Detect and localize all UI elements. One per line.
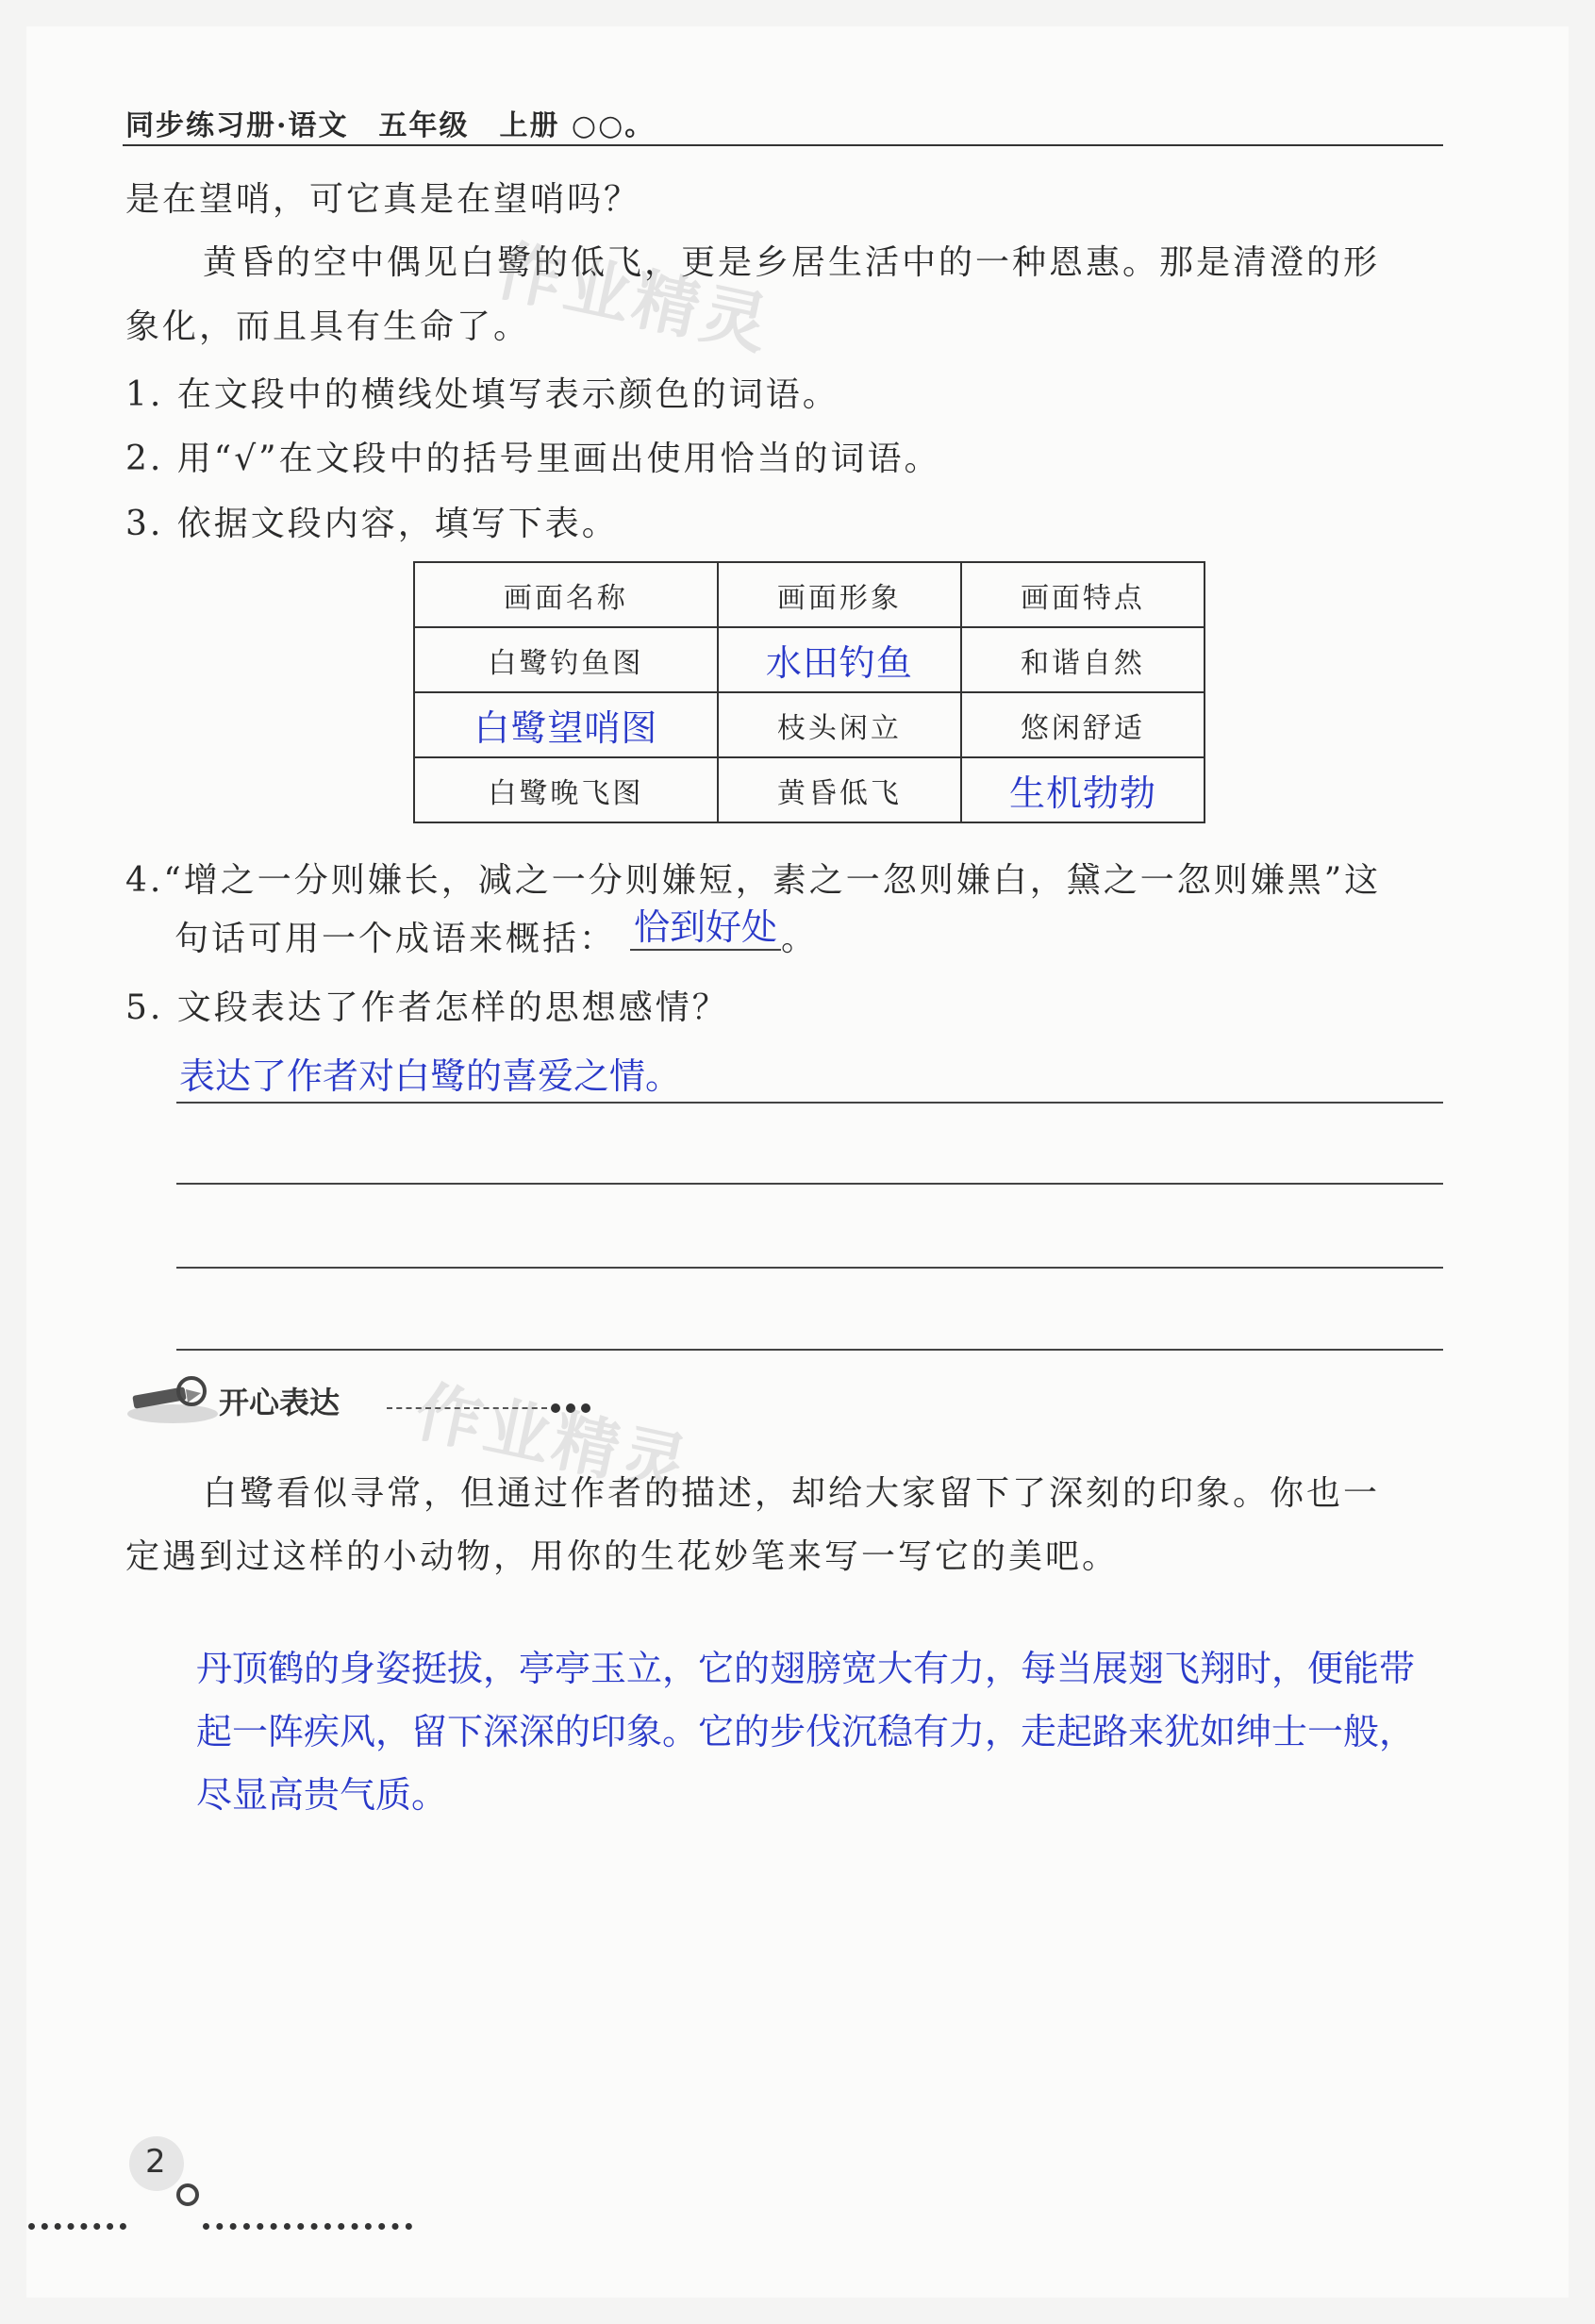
answer-line: [176, 1349, 1443, 1351]
table-cell: 和谐自然: [961, 627, 1205, 692]
question-4-answer-line: [630, 949, 781, 951]
question-4-suffix: 。: [781, 920, 819, 958]
passage-line-3: 象化，而且具有生命了。: [125, 307, 531, 346]
answer-line: [176, 1267, 1443, 1269]
question-1: 1. 在文段中的横线处填写表示颜色的词语。: [125, 375, 839, 414]
table-cell: 枝头闲立: [718, 692, 961, 757]
composition-line-1: 丹顶鹤的身姿挺拔，亭亭玉立，它的翅膀宽大有力，每当展翅飞翔时，便能带: [196, 1648, 1416, 1689]
passage-line-1: 是在望哨，可它真是在望哨吗？: [125, 180, 641, 219]
composition-line-3: 尽显高贵气质。: [196, 1774, 448, 1816]
header-rule: [123, 144, 1443, 146]
footer-dots-right: [203, 2223, 412, 2230]
footer-dots-left: [28, 2223, 126, 2230]
question-3: 3. 依据文段内容，填写下表。: [125, 505, 619, 543]
picture-table: [413, 561, 1205, 823]
table-header-cell: 画面特点: [961, 562, 1205, 627]
header-title: 同步练习册·语文 五年级 上册 ○○。: [125, 109, 656, 142]
table-cell: 悠闲舒适: [961, 692, 1205, 757]
table-answer-cell: 水田钓鱼: [718, 627, 961, 692]
answer-line: [176, 1102, 1443, 1104]
question-2: 2. 用“√”在文段中的括号里画出使用恰当的词语。: [125, 440, 941, 478]
table-answer-cell: 白鹭望哨图: [414, 692, 718, 757]
page-number: 2: [145, 2143, 166, 2181]
table-answer-cell: 生机勃勃: [961, 757, 1205, 822]
table-row: [414, 757, 1205, 822]
question-4-line-2: 句话可用一个成语来概括：: [174, 920, 617, 958]
table-cell: 白鹭晚飞图: [414, 757, 718, 822]
question-4-answer: 恰到好处: [634, 906, 778, 948]
table-cell: 黄昏低飞: [718, 757, 961, 822]
prompt-line-1: 白鹭看似寻常，但通过作者的描述，却给大家留下了深刻的印象。你也一: [203, 1474, 1381, 1513]
composition-line-2: 起一阵疾风，留下深深的印象。它的步伐沉稳有力，走起路来犹如绅士一般，: [196, 1711, 1416, 1752]
section-title: 开心表达: [219, 1385, 341, 1420]
prompt-line-2: 定遇到过这样的小动物，用你的生花妙笔来写一写它的美吧。: [125, 1537, 1120, 1576]
question-5: 5. 文段表达了作者怎样的思想感情？: [125, 988, 729, 1027]
table-header-cell: 画面形象: [718, 562, 961, 627]
table-cell: 白鹭钓鱼图: [414, 627, 718, 692]
question-5-answer: 表达了作者对白鹭的喜爱之情。: [179, 1055, 682, 1097]
pencil-icon: [125, 1372, 220, 1425]
answer-line: [176, 1183, 1443, 1185]
watermark-top: 作业精灵: [489, 231, 779, 365]
question-4-line-1: 4.“增之一分则嫌长，减之一分则嫌短，素之一忽则嫌白，黛之一忽则嫌黑”这: [125, 861, 1382, 900]
table-row: [414, 692, 1205, 757]
table-row: [414, 627, 1205, 692]
watermark-middle: 作业精灵: [408, 1372, 699, 1506]
table-header-row: [414, 562, 1205, 627]
passage-line-2: 黄昏的空中偶见白鹭的低飞，更是乡居生活中的一种恩惠。那是清澄的形: [203, 243, 1381, 282]
table-header-cell: 画面名称: [414, 562, 718, 627]
page-number-ring: [176, 2183, 199, 2206]
